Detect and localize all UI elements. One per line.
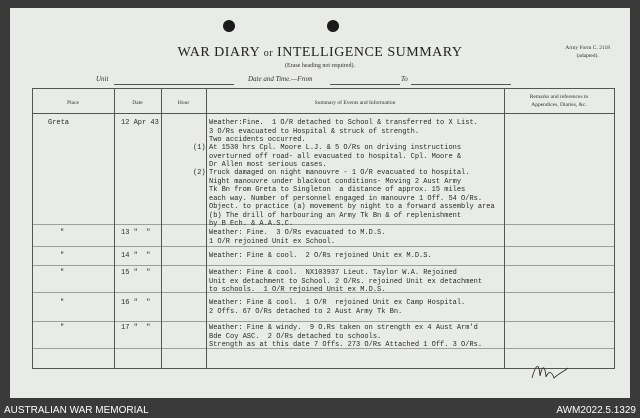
to-line <box>411 84 511 85</box>
column-divider <box>161 88 162 369</box>
form-subtitle: (Erase heading not required). <box>285 63 355 69</box>
entry-hour: (1) <box>193 144 206 152</box>
title-war-diary: WAR DIARY <box>177 45 260 60</box>
unit-label: Unit <box>96 75 109 83</box>
entry-date: 14 " " <box>121 252 151 260</box>
column-divider <box>504 88 505 369</box>
column-header-date: Date <box>132 100 143 106</box>
table-right-rule <box>614 88 615 369</box>
table-top-rule <box>32 88 614 89</box>
row-rule <box>32 321 614 322</box>
form-title <box>10 45 630 61</box>
entry-place: " <box>60 229 65 237</box>
diary-page <box>10 8 630 398</box>
entry-summary: At 1530 hrs Cpl. Moore L.J. & 5 O/Rs on driving instructions overturned off road- all evacuated to hospital. Cpl. Moore & Dr Allen most serious cases. <box>209 144 462 169</box>
to-label: To <box>401 75 408 83</box>
entry-date: 16 " " <box>121 299 151 307</box>
army-form-reference: Army Form C. 2118 (adapted). <box>565 45 610 59</box>
entry-summary: Weather:Fine. 1 O/R detached to School & transferred to X List. 3 O/Rs evacuated to Hospital & struck of strength. Two accidents occurred. <box>209 119 478 144</box>
column-header-summary: Summary of Events and Information <box>314 100 396 106</box>
table-bottom-rule <box>32 368 614 369</box>
entry-place: " <box>60 299 65 307</box>
entry-summary: Weather: Fine & cool. 1 O/R rejoined Unit ex Camp Hospital. 2 Offs. 67 O/Rs detached to 2 Aust Army Tk Bn. <box>209 299 466 316</box>
column-header-remarks: Remarks and references to Appendices, Diaries, &c. <box>529 94 589 108</box>
column-divider <box>114 88 115 369</box>
handwritten-signature <box>530 360 570 382</box>
column-header-place: Place <box>67 100 79 106</box>
title-intelligence-summary: INTELLIGENCE SUMMARY <box>277 45 463 60</box>
entry-place: Greta <box>48 119 70 127</box>
entry-summary: Weather: Fine & windy. 9 O.Rs taken on strength ex 4 Aust Arm'd Bde Coy ASC. 2 O/Rs detached to schools. Strength as at this date 7 Offs. 273 O/Rs Attached 1 Off. 3 O/Rs. <box>209 324 483 349</box>
unit-line <box>114 84 234 85</box>
title-or: or <box>263 48 274 59</box>
entry-date: 15 " " <box>121 269 151 277</box>
entry-summary: Weather: Fine & cool. 2 O/Rs rejoined Unit ex M.D.S. <box>209 252 432 260</box>
from-line <box>330 84 400 85</box>
entry-place: " <box>60 252 65 260</box>
column-header-hour: Hour <box>177 100 190 106</box>
row-rule <box>32 265 614 266</box>
punch-hole <box>327 20 339 32</box>
entry-hour: (2) <box>193 169 206 177</box>
entry-date: 13 " " <box>121 229 151 237</box>
entry-date: 12 Apr 43 <box>121 119 159 127</box>
datetime-label: Date and Time.—From <box>248 75 313 83</box>
table-header-rule <box>32 113 614 114</box>
table-left-rule <box>32 88 33 369</box>
punch-hole <box>223 20 235 32</box>
entry-place: " <box>60 269 65 277</box>
column-divider <box>206 88 207 369</box>
entry-place: " <box>60 324 65 332</box>
entry-date: 17 " " <box>121 324 151 332</box>
row-rule <box>32 246 614 247</box>
entry-summary: Weather: Fine & cool. NX103937 Lieut. Taylor W.A. Rejoined Unit ex detachment to School. 2 O/Rs. rejoined Unit ex detachment to schools. 1 O/R rejoined Unit ex M.D.S. <box>209 269 483 294</box>
archive-caption-left: AUSTRALIAN WAR MEMORIAL <box>4 405 149 416</box>
entry-summary: Truck damaged on night manouvre - 1 O/R evacuated to hospital. Night manouvre under blackout conditions- Moving 2 Aust Army Tk Bn from Greta to Singleton a distance of approx. 15 miles each way. Number of personnel engaged in manouvre 1 Off. 54 O/Rs. Object. to practice (a) movement by night to a forward assembly area (b) The drill of harbouring an Army Tk Bn & of replenishment by B Ech. & A.A.S.C. <box>209 169 495 228</box>
archive-caption-right: AWM2022.5.1329 <box>556 405 636 416</box>
entry-summary: Weather: Fine. 3 O/Rs evacuated to M.D.S. 1 O/R rejoined Unit ex School. <box>209 229 386 246</box>
